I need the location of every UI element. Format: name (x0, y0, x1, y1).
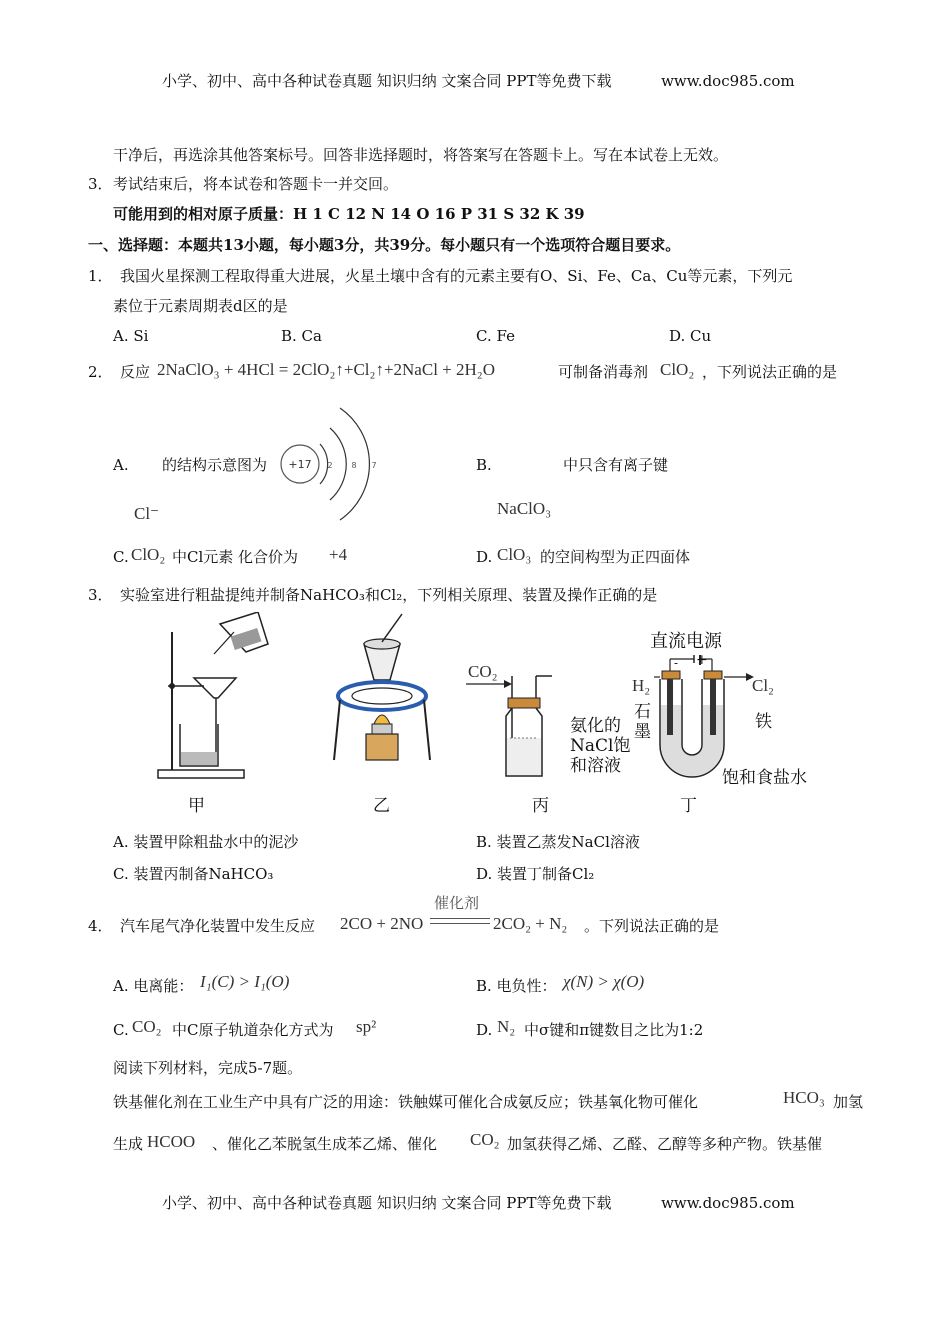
q2-option-c-label[interactable]: C. (113, 548, 129, 566)
q2-option-a-species: Cl⁻ (134, 504, 160, 523)
q4-option-d-text: 中σ键和π键数目之比为1:2 (524, 1021, 704, 1039)
footer-text: 小学、初中、高中各种试卷真题 知识归纳 文案合同 PPT等免费下载 (162, 1194, 612, 1212)
q2-option-c-value: +4 (329, 545, 348, 564)
q2-option-d-species: ClO₃ (497, 545, 532, 564)
q2-equation: 2NaClO₃ + 4HCl = 2ClO₂↑+Cl₂↑+2NaCl + 2H₂O (157, 360, 495, 379)
q3-option-d[interactable]: D. 装置丁制备Cl₂ (476, 865, 595, 883)
reading-line1-species: HCO₃ (783, 1088, 825, 1107)
q4-equation-right: 2CO₂ + N₂ (493, 914, 568, 933)
footer-url[interactable]: www.doc985.com (661, 1194, 795, 1212)
section-title: 一、选择题：本题共13小题，每小题3分，共39分。每小题只有一个选项符合题目要求。 (88, 236, 681, 254)
ding-graphite-label (634, 702, 651, 742)
nucleus-charge: +17 (288, 458, 312, 471)
reading-line2-species: HCOO (147, 1132, 196, 1151)
bing-solution-label (570, 716, 630, 776)
page-footer (162, 1192, 795, 1213)
apparatus-label-yi: 乙 (373, 796, 390, 816)
q1-option-a[interactable]: A. Si (113, 327, 149, 345)
q4-option-c-value: sp² (356, 1017, 377, 1036)
q4-option-a-label[interactable]: A. 电离能： (113, 977, 194, 995)
reading-line1: 铁基催化剂在工业生产中具有广泛的用途：铁触媒可催化合成氨反应；铁基氧化物可催化 (113, 1093, 699, 1111)
q2-option-a-label[interactable]: A. (113, 456, 129, 474)
bing-solution-line1: 氨化的 (570, 716, 621, 736)
q4-stem-pre: 汽车尾气净化装置中发生反应 (120, 917, 316, 935)
q4-equation-sign (430, 918, 490, 924)
q1-stem-line2: 素位于元素周期表d区的是 (113, 297, 288, 315)
instruction-item3: 考试结束后，将本试卷和答题卡一并交回。 (113, 175, 399, 193)
header-url[interactable]: www.doc985.com (661, 72, 795, 90)
q2-option-d-label[interactable]: D. (476, 548, 493, 566)
q3-option-c[interactable]: C. 装置丙制备NaHCO₃ (113, 865, 274, 883)
bing-solution-line3: 和溶液 (570, 756, 621, 776)
q2-option-c-text: 中Cl元素 化合价为 (172, 548, 299, 566)
q2-option-b-species: NaClO₃ (497, 499, 552, 518)
q2-number: 2． (88, 363, 113, 381)
ding-power-supply-label: 直流电源 (650, 631, 722, 652)
q3-option-a[interactable]: A. 装置甲除粗盐水中的泥沙 (113, 833, 299, 851)
q2-stem-pre: 反应 (120, 363, 151, 381)
q2-option-b-label[interactable]: B. (476, 456, 492, 474)
q4-catalyst-label: 催化剂 (434, 894, 480, 912)
reading-line2-pre: 生成 (113, 1135, 144, 1153)
q4-stem-post: 。下列说法正确的是 (584, 917, 720, 935)
apparatus-label-jia: 甲 (188, 796, 205, 816)
apparatus-jia-filtration (150, 612, 280, 787)
chloride-ion-structure-diagram (278, 396, 388, 526)
q1-option-d[interactable]: D. Cu (669, 327, 712, 345)
q3-option-b[interactable]: B. 装置乙蒸发NaCl溶液 (476, 833, 640, 851)
ding-cl2-label: Cl₂ (752, 676, 774, 695)
reading-line2-mid: 、催化乙苯脱氢生成苯乙烯、催化 (212, 1135, 438, 1153)
q4-option-b-label[interactable]: B. 电负性： (476, 977, 557, 995)
q4-option-c-label[interactable]: C. (113, 1021, 129, 1039)
bing-solution-line2: NaCl饱 (570, 736, 631, 756)
reading-line2-end: 加氢获得乙烯、乙醛、乙醇等多种产物。铁基催 (507, 1135, 823, 1153)
q1-option-c[interactable]: C. Fe (476, 327, 515, 345)
reading-line2-species2: CO₂ (470, 1130, 500, 1149)
q4-option-d-species: N₂ (497, 1017, 516, 1036)
ding-h2-label: H₂ (632, 676, 651, 695)
ding-brine-label: 饱和食盐水 (722, 768, 807, 788)
bing-gas-label: CO₂ (468, 662, 498, 681)
q4-option-c-text: 中C原子轨道杂化方式为 (172, 1021, 334, 1039)
shell-electrons-3: 7 (371, 461, 377, 470)
q4-equation-left: 2CO + 2NO (340, 914, 424, 933)
apparatus-label-ding: 丁 (680, 796, 697, 816)
instruction-item3-number: 3． (88, 175, 113, 193)
apparatus-ding-electrolysis (650, 655, 770, 785)
q2-option-d-text: 的空间构型为正四面体 (540, 548, 691, 566)
reading-line1-end: 加氢 (833, 1093, 864, 1111)
q1-stem-line1: 我国火星探测工程取得重大进展，火星土壤中含有的元素主要有O、Si、Fe、Ca、Cu等元素，下列元 (120, 267, 793, 285)
ding-graphite-line2: 墨 (634, 722, 651, 742)
ding-iron-label: 铁 (755, 712, 772, 732)
ding-plus-sign: + (696, 652, 708, 668)
q3-number: 3． (88, 586, 113, 604)
apparatus-yi-evaporation (328, 612, 438, 787)
q2-stem-post: 可制备消毒剂 (558, 363, 649, 381)
q4-number: 4． (88, 917, 113, 935)
q2-option-c-species: ClO₂ (131, 545, 166, 564)
page-header (162, 70, 795, 91)
q4-option-d-label[interactable]: D. (476, 1021, 493, 1039)
q2-stem-post2: ，下列说法正确的是 (702, 363, 838, 381)
q2-option-b-text: 中只含有离子键 (563, 456, 669, 474)
q4-option-c-species: CO₂ (132, 1017, 162, 1036)
q1-option-b[interactable]: B. Ca (281, 327, 322, 345)
instruction-line1: 干净后，再选涂其他答案标号。回答非选择题时，将答案写在答题卡上。写在本试卷上无效。 (113, 146, 729, 164)
q2-agent: ClO₂ (660, 360, 695, 379)
reading-intro: 阅读下列材料，完成5-7题。 (113, 1059, 303, 1077)
q4-option-b-expr: χ(N) > χ(O) (563, 972, 645, 991)
shell-electrons-1: 2 (327, 461, 333, 470)
q4-option-a-expr: I₁(C) > I₁(O) (200, 972, 290, 991)
atomic-mass-line: 可能用到的相对原子质量：H 1 C 12 N 14 O 16 P 31 S 32 K 39 (113, 205, 585, 223)
shell-electrons-2: 8 (351, 461, 357, 470)
ding-minus-sign: - (674, 656, 679, 670)
apparatus-label-bing: 丙 (532, 796, 549, 816)
ding-graphite-line1: 石 (634, 702, 651, 722)
header-text: 小学、初中、高中各种试卷真题 知识归纳 文案合同 PPT等免费下载 (162, 72, 612, 90)
q3-stem: 实验室进行粗盐提纯并制备NaHCO₃和Cl₂，下列相关原理、装置及操作正确的是 (120, 586, 658, 604)
q2-option-a-text: 的结构示意图为 (162, 456, 268, 474)
q1-number: 1． (88, 267, 113, 285)
